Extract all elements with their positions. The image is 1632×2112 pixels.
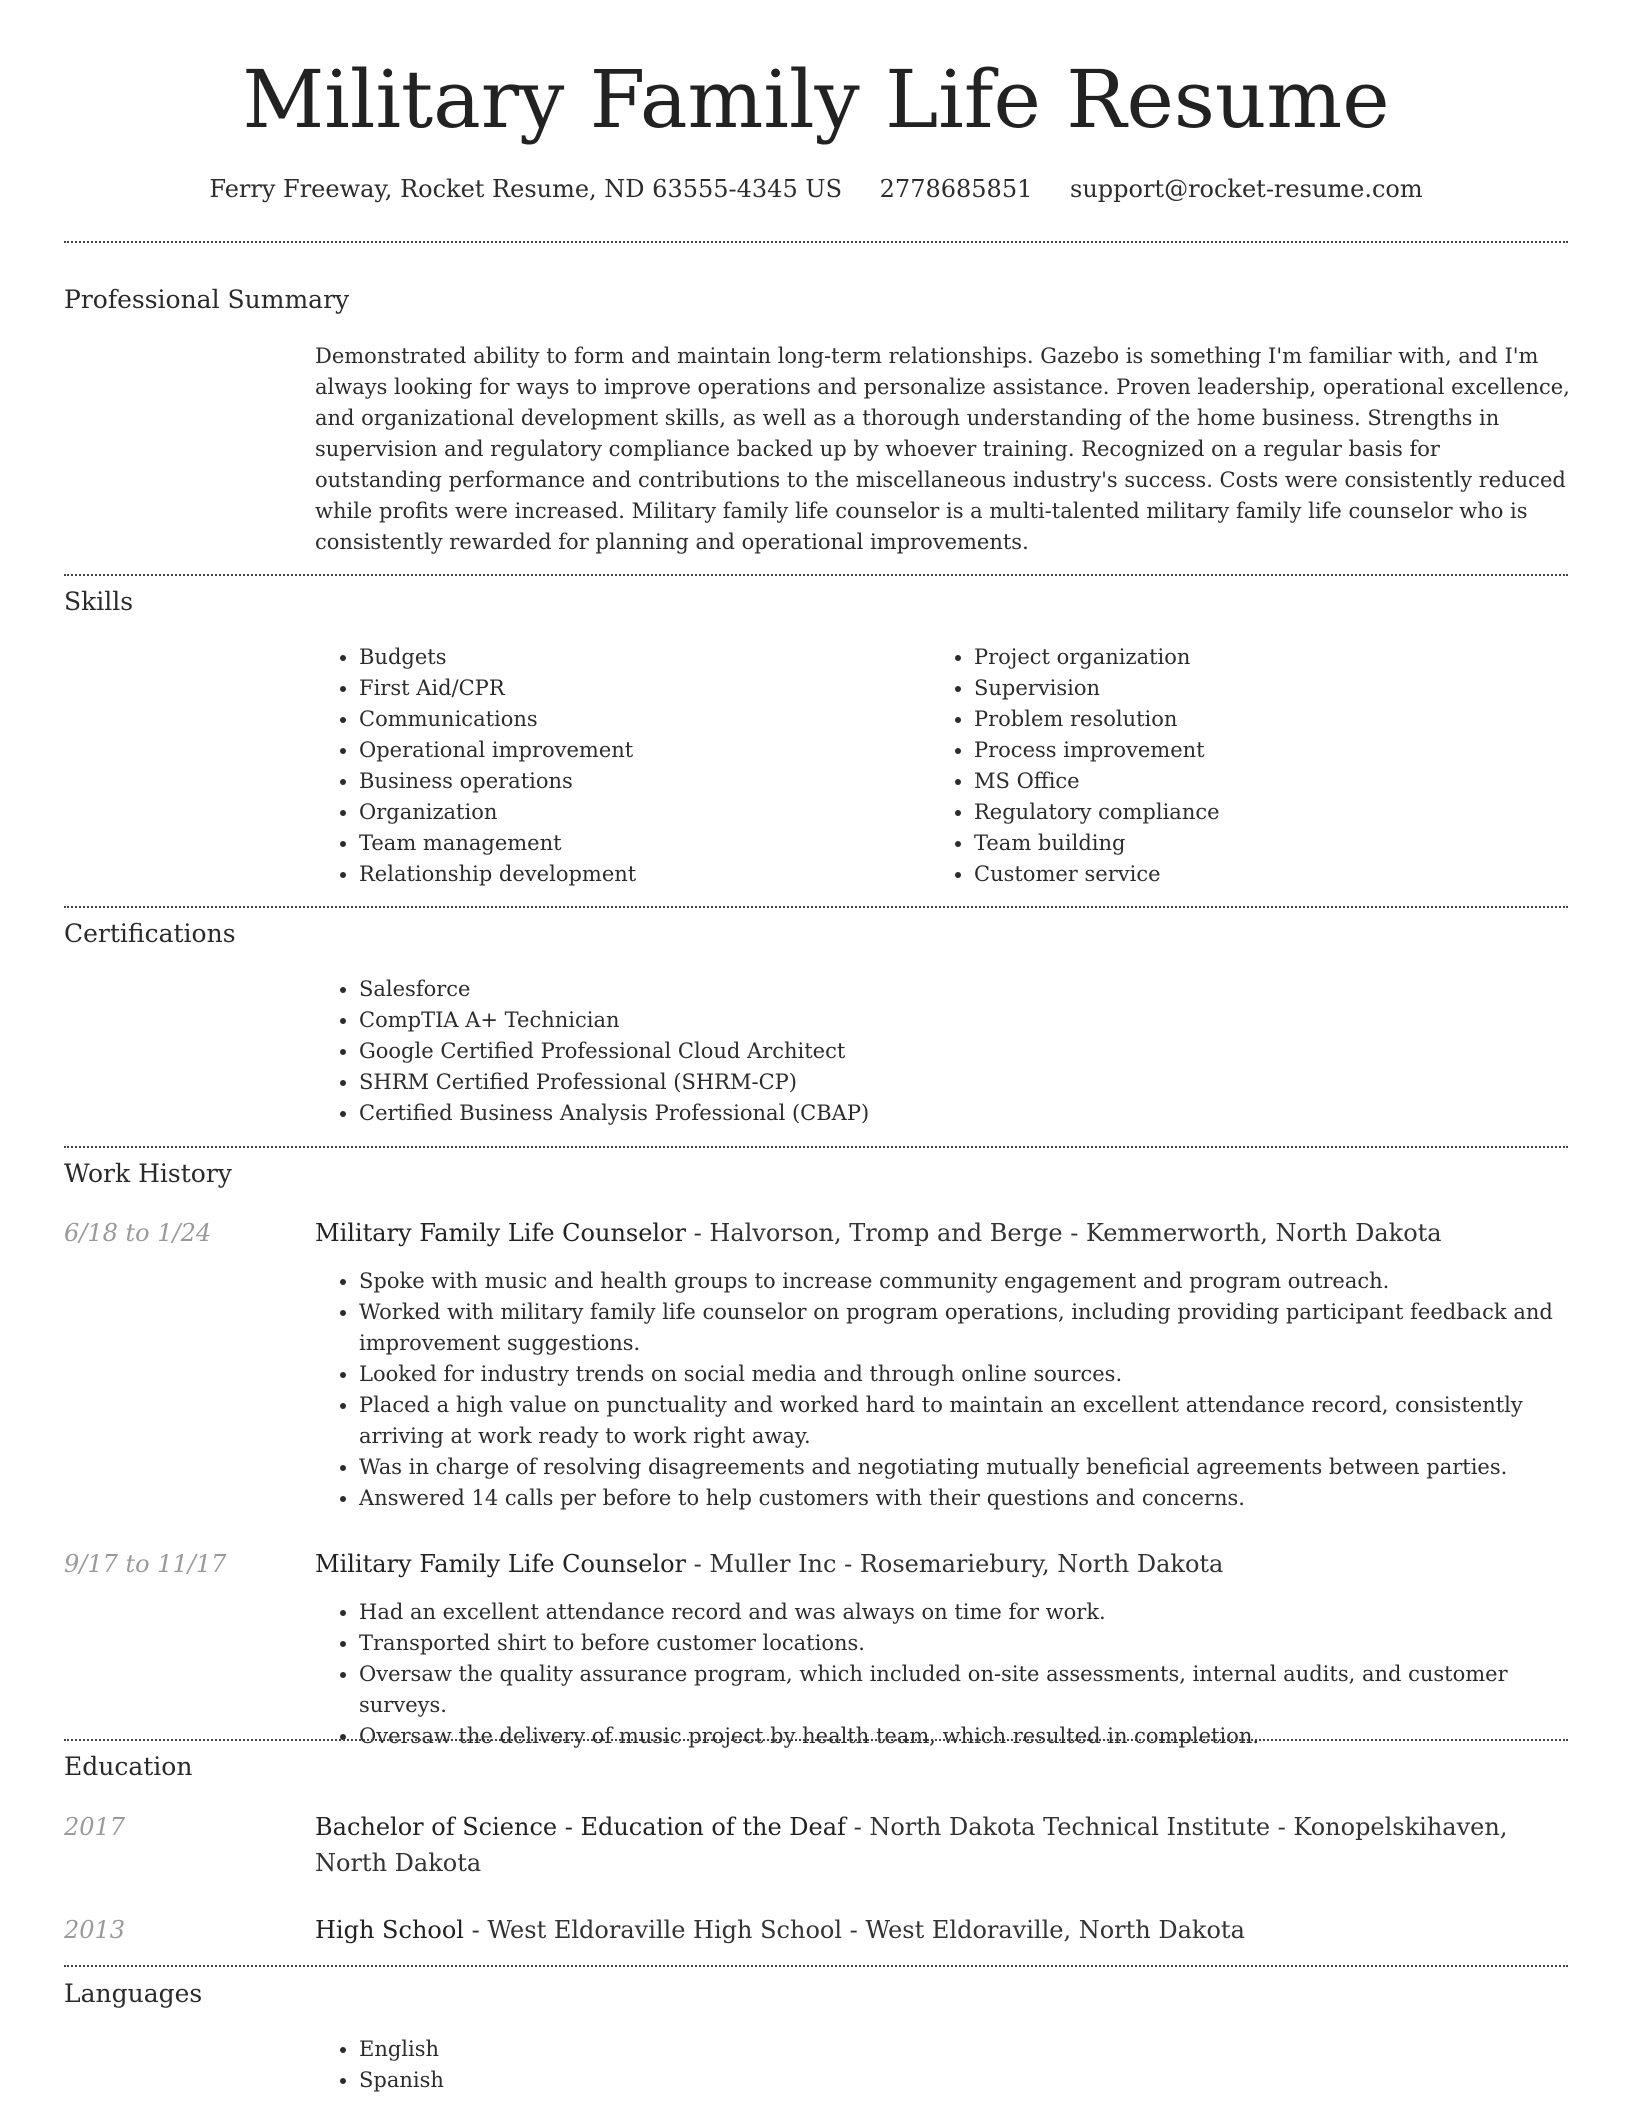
list-item: • Was in charge of resolving disagreements and negotiating mutually beneficial agreements between parties. [359,1452,1570,1483]
list-item: • Placed a high value on punctuality and worked hard to maintain an excellent attendance record, consistently arriving at work ready to work right away. [359,1390,1570,1452]
job-bullets [315,1266,1570,1514]
list-item: • CompTIA A+ Technician [359,1005,869,1036]
list-item: • English [359,2034,444,2065]
list-item: • Transported shirt to before customer locations. [359,1628,1570,1659]
summary-text: Demonstrated ability to form and maintain long-term relationships. Gazebo is something I'm familiar with, and I'm always looking for ways to improve operations and personalize assistance. Proven leadership, operational excellence, and organizational development skills, as well as a thorough understanding of the home business. Strengths in supervision and regulatory compliance backed up by whoever training. Recognized on a regular basis for outstanding performance and contributions to the miscellaneous industry's success. Costs were consistently reduced while profits were increased. Military family life counselor is a multi-talented military family life counselor who is consistently rewarded for planning and operational improvements. [315,344,1570,554]
list-item: • Had an excellent attendance record and was always on time for work. [359,1597,1570,1628]
section-heading-education: Education [64,1752,193,1781]
list-item: • Project organization [974,642,1220,673]
languages-list [315,2034,444,2096]
list-item: • First Aid/CPR [359,673,636,704]
list-item: • Spanish [359,2065,444,2096]
list-item: • Oversaw the delivery of music project by health team, which resulted in completion. [359,1721,1570,1752]
list-item: • Relationship development [359,859,636,890]
divider [64,241,1568,243]
list-item: • Salesforce [359,974,869,1005]
job-dates: 9/17 to 11/17 [64,1550,227,1578]
list-item: • Business operations [359,766,636,797]
list-item: • Worked with military family life counselor on program operations, including providing participant feedback and improvement suggestions. [359,1297,1570,1359]
education-degree: High School [315,1916,464,1944]
skills-list-right [930,642,1220,890]
list-item: • Team management [359,828,636,859]
list-item: • Organization [359,797,636,828]
section-heading-work-history: Work History [64,1159,232,1188]
job-title-line [315,1215,1570,1251]
education-year: 2017 [64,1813,126,1841]
section-heading-languages: Languages [64,1979,203,2008]
divider [64,1965,1568,1967]
job-details: - Halvorson, Tromp and Berge - Kemmerworth, North Dakota [686,1219,1442,1247]
list-item: • Oversaw the quality assurance program, which included on-site assessments, internal audits, and customer surveys. [359,1659,1570,1721]
job-dates: 6/18 to 1/24 [64,1219,212,1247]
list-item: • Looked for industry trends on social media and through online sources. [359,1359,1570,1390]
phone: 2778685851 [879,175,1033,203]
list-item: • MS Office [974,766,1220,797]
list-item: • Regulatory compliance [974,797,1220,828]
list-item: • Communications [359,704,636,735]
list-item: • Customer service [974,859,1220,890]
list-item: • Google Certified Professional Cloud Architect [359,1036,869,1067]
list-item: • Answered 14 calls per before to help customers with their questions and concerns. [359,1483,1570,1514]
job-role: Military Family Life Counselor [315,1219,687,1247]
page-title: Military Family Life Resume [242,53,1390,146]
list-item: • Problem resolution [974,704,1220,735]
job-bullets [315,1597,1570,1752]
divider [64,906,1568,908]
list-item: • SHRM Certified Professional (SHRM-CP) [359,1067,869,1098]
education-details: - North Dakota Technical Institute - Konopelskihaven, North Dakota [315,1813,1508,1877]
education-details: - West Eldoraville High School - West Eldoraville, North Dakota [463,1916,1245,1944]
section-heading-skills: Skills [64,587,134,616]
divider [64,574,1568,576]
education-degree: Bachelor of Science - Education of the Deaf [315,1813,846,1841]
list-item: • Spoke with music and health groups to increase community engagement and program outreach. [359,1266,1570,1297]
list-item: • Certified Business Analysis Professional (CBAP) [359,1098,869,1129]
section-heading-certifications: Certifications [64,919,236,948]
email: support@rocket-resume.com [1070,175,1423,203]
certifications-list [315,974,869,1129]
section-heading-summary: Professional Summary [64,285,350,314]
education-line [315,1912,1570,1948]
address: Ferry Freeway, Rocket Resume, ND 63555-4345 US [209,175,843,203]
education-line [315,1809,1570,1881]
divider [64,1146,1568,1148]
contact-line [0,172,1632,206]
divider [64,1739,1568,1741]
list-item: • Budgets [359,642,636,673]
list-item: • Team building [974,828,1220,859]
job-details: - Muller Inc - Rosemariebury, North Dakota [686,1550,1224,1578]
education-year: 2013 [64,1916,126,1944]
list-item: • Supervision [974,673,1220,704]
job-title-line [315,1546,1570,1582]
list-item: • Process improvement [974,735,1220,766]
job-role: Military Family Life Counselor [315,1550,687,1578]
list-item: • Operational improvement [359,735,636,766]
skills-list-left [315,642,636,890]
